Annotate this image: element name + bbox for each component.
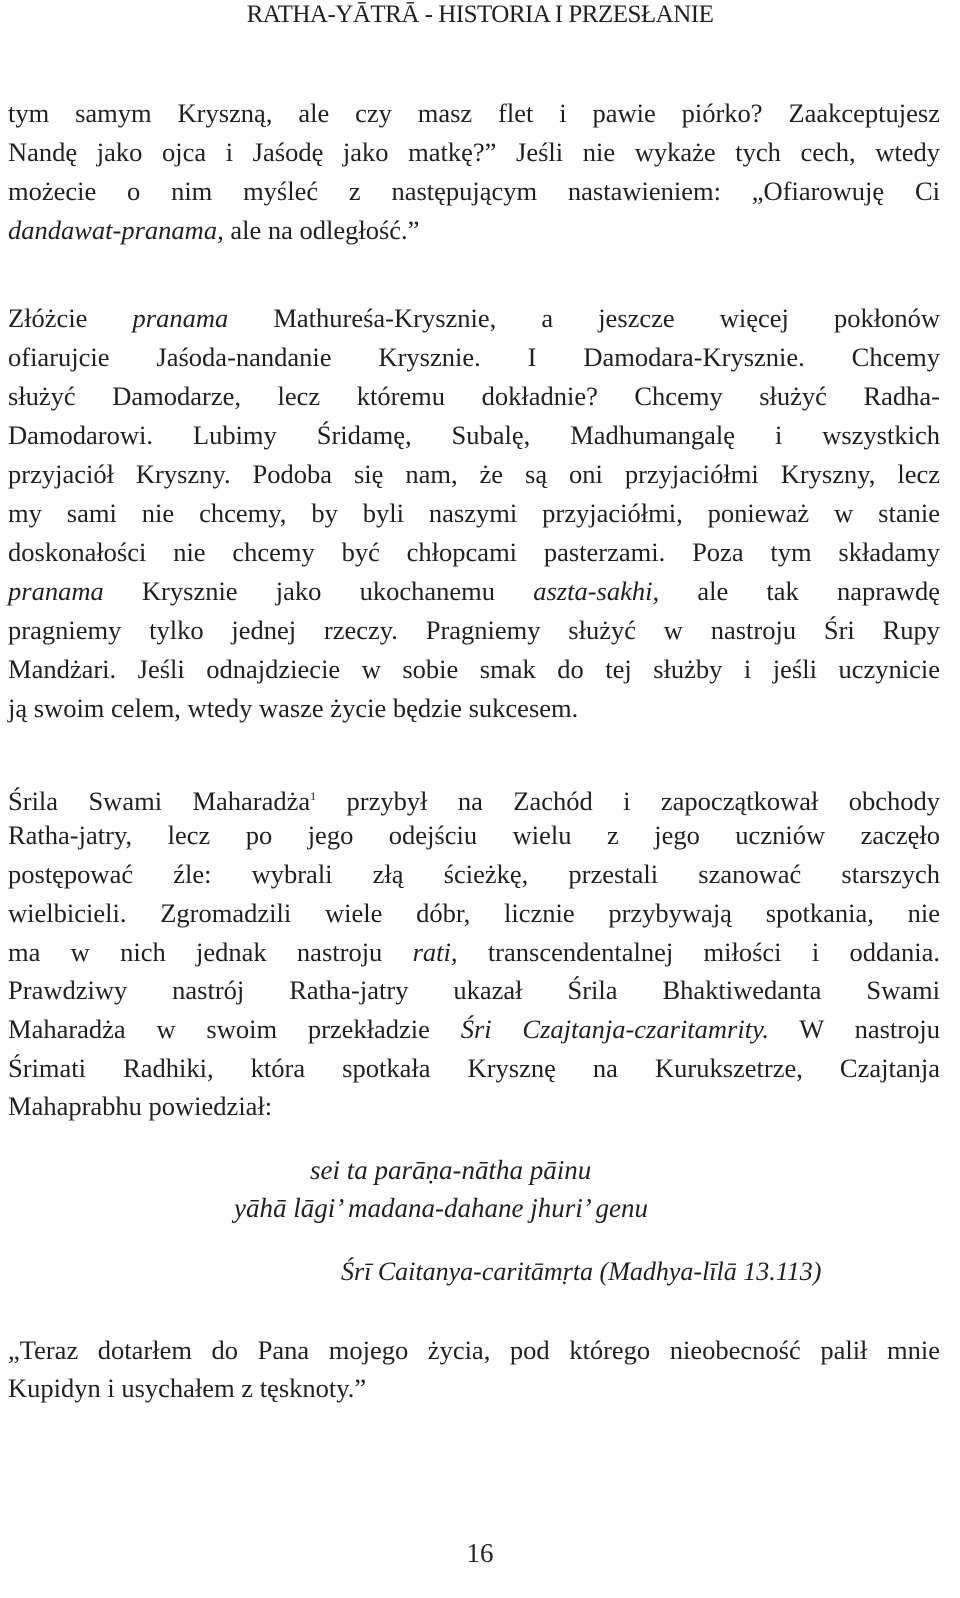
running-header: RATHA-YĀTRĀ - HISTORIA I PRZESŁANIE [246, 1, 714, 28]
italic-term: rati, [412, 937, 458, 967]
paragraph-2-line [8, 650, 940, 689]
paragraph-3-line [8, 971, 940, 1010]
text-run: ma w nich jednak nastroju [8, 937, 413, 967]
text-run: Prawdziwy nastrój Ratha-jatry ukazał Śrila Bhaktiwedanta Swami [8, 975, 940, 1005]
paragraph-2-line [8, 533, 940, 572]
paragraph-2-line [8, 494, 940, 533]
text-run: Maharadża w swoim przekładzie [8, 1014, 461, 1044]
paragraph-3-line [8, 894, 940, 933]
paragraph-1-line [8, 133, 940, 172]
paragraph-3-line [8, 1087, 940, 1126]
verse-line-2: yāhā lāgi’ madana-dahane jhuri’ genu [234, 1193, 648, 1223]
text-run: pragniemy tylko jednej rzeczy. Pragniemy służyć w nastroju Śri Rupy [8, 615, 940, 645]
paragraph-1-line [8, 172, 940, 211]
paragraph-4-line [8, 1369, 940, 1408]
paragraph-3-line [8, 933, 940, 972]
paragraph-3-line [8, 1010, 940, 1049]
text-run: przyjaciół Kryszny. Podoba się nam, że są oni przyjaciółmi Kryszny, lecz [8, 459, 940, 489]
text-run: tym samym Kryszną, ale czy masz flet i pawie piórko? Zaakceptujesz [8, 98, 940, 128]
paragraph-2-line [8, 338, 940, 377]
text-run: Mathureśa-Krysznie, a jeszcze więcej pokłonów [228, 303, 940, 333]
paragraph-2-line [8, 611, 940, 650]
page-number: 16 [466, 1538, 494, 1568]
verse-line-1: sei ta parāṇa-nātha pāinu [310, 1155, 592, 1185]
italic-term: pranama [132, 303, 229, 333]
paragraph-4-line [8, 1331, 940, 1370]
text-run: służyć Damodarze, lecz któremu dokładnie? Chcemy służyć Radha- [8, 381, 940, 411]
text-run: Nandę jako ojca i Jaśodę jako matkę?” Jeśli nie wykaże tych cech, wtedy [8, 137, 940, 167]
text-run: Śrimati Radhiki, która spotkała Krysznę na Kurukszetrze, Czajtanja [8, 1053, 940, 1083]
text-run: wielbicieli. Zgromadzili wiele dóbr, licznie przybywają spotkania, nie [8, 898, 940, 928]
paragraph-2-line [8, 377, 940, 416]
paragraph-2-line [8, 455, 940, 494]
paragraph-3-line [8, 855, 940, 894]
text-run: doskonałości nie chcemy być chłopcami pasterzami. Poza tym składamy [8, 537, 940, 567]
text-run: postępować źle: wybrali złą ścieżkę, przestali szanować starszych [8, 859, 940, 889]
paragraph-2-line [8, 689, 940, 728]
text-run: Mahaprabhu powiedział: [8, 1091, 273, 1121]
text-run: my sami nie chcemy, by byli naszymi przyjaciółmi, ponieważ w stanie [8, 498, 940, 528]
paragraph-3-line [8, 1049, 940, 1088]
text-run: ofiarujcie Jaśoda-nandanie Krysznie. I Damodara-Krysznie. Chcemy [8, 342, 940, 372]
paragraph-2-line [8, 416, 940, 455]
italic-term: aszta-sakhi, [533, 576, 660, 606]
text-run: ale na odległość.” [223, 215, 420, 245]
text-run: transcendentalnej miłości i oddania. [457, 937, 940, 967]
paragraph-3-line [8, 816, 940, 855]
footnote-ref: 1 [310, 789, 317, 803]
text-run: „Teraz dotarłem do Pana mojego życia, pod którego nieobecność palił mnie [8, 1335, 940, 1365]
text-run: Damodarowi. Lubimy Śridamę, Subalę, Madhumangalę i wszystkich [8, 420, 940, 450]
italic-term: Śri Czajtanja-czaritamrity. [460, 1014, 770, 1044]
text-run: Złóżcie [8, 303, 133, 333]
italic-term: pranama [8, 576, 104, 606]
text-run: Kupidyn i usychałem z tęsknoty.” [8, 1373, 367, 1403]
paragraph-2-line [8, 572, 940, 611]
text-run: Ratha-jatry, lecz po jego odejściu wielu z jego uczniów zaczęło [8, 820, 940, 850]
text-run: Krysznie jako ukochanemu [103, 576, 534, 606]
text-run: Śrila Swami Maharadża [8, 786, 311, 816]
paragraph-2-line [8, 299, 940, 338]
text-run: możecie o nim myśleć z następującym nastawieniem: „Ofiarowuję Ci [8, 176, 940, 206]
text-run: W nastroju [769, 1014, 940, 1044]
paragraph-1-line [8, 211, 940, 250]
text-run: ale tak naprawdę [659, 576, 940, 606]
paragraph-1-line [8, 94, 940, 133]
text-run: Mandżari. Jeśli odnajdziecie w sobie smak do tej służby i jeśli uczynicie [8, 654, 940, 684]
italic-term: dandawat-pranama, [8, 215, 224, 245]
verse-citation: Śrī Caitanya-caritāmṛta (Madhya-līlā 13.113) [341, 1257, 822, 1286]
text-run: ją swoim celem, wtedy wasze życie będzie sukcesem. [8, 693, 579, 723]
paragraph-3-line [8, 777, 940, 821]
text-run: przybył na Zachód i zapoczątkował obchody [316, 786, 940, 816]
